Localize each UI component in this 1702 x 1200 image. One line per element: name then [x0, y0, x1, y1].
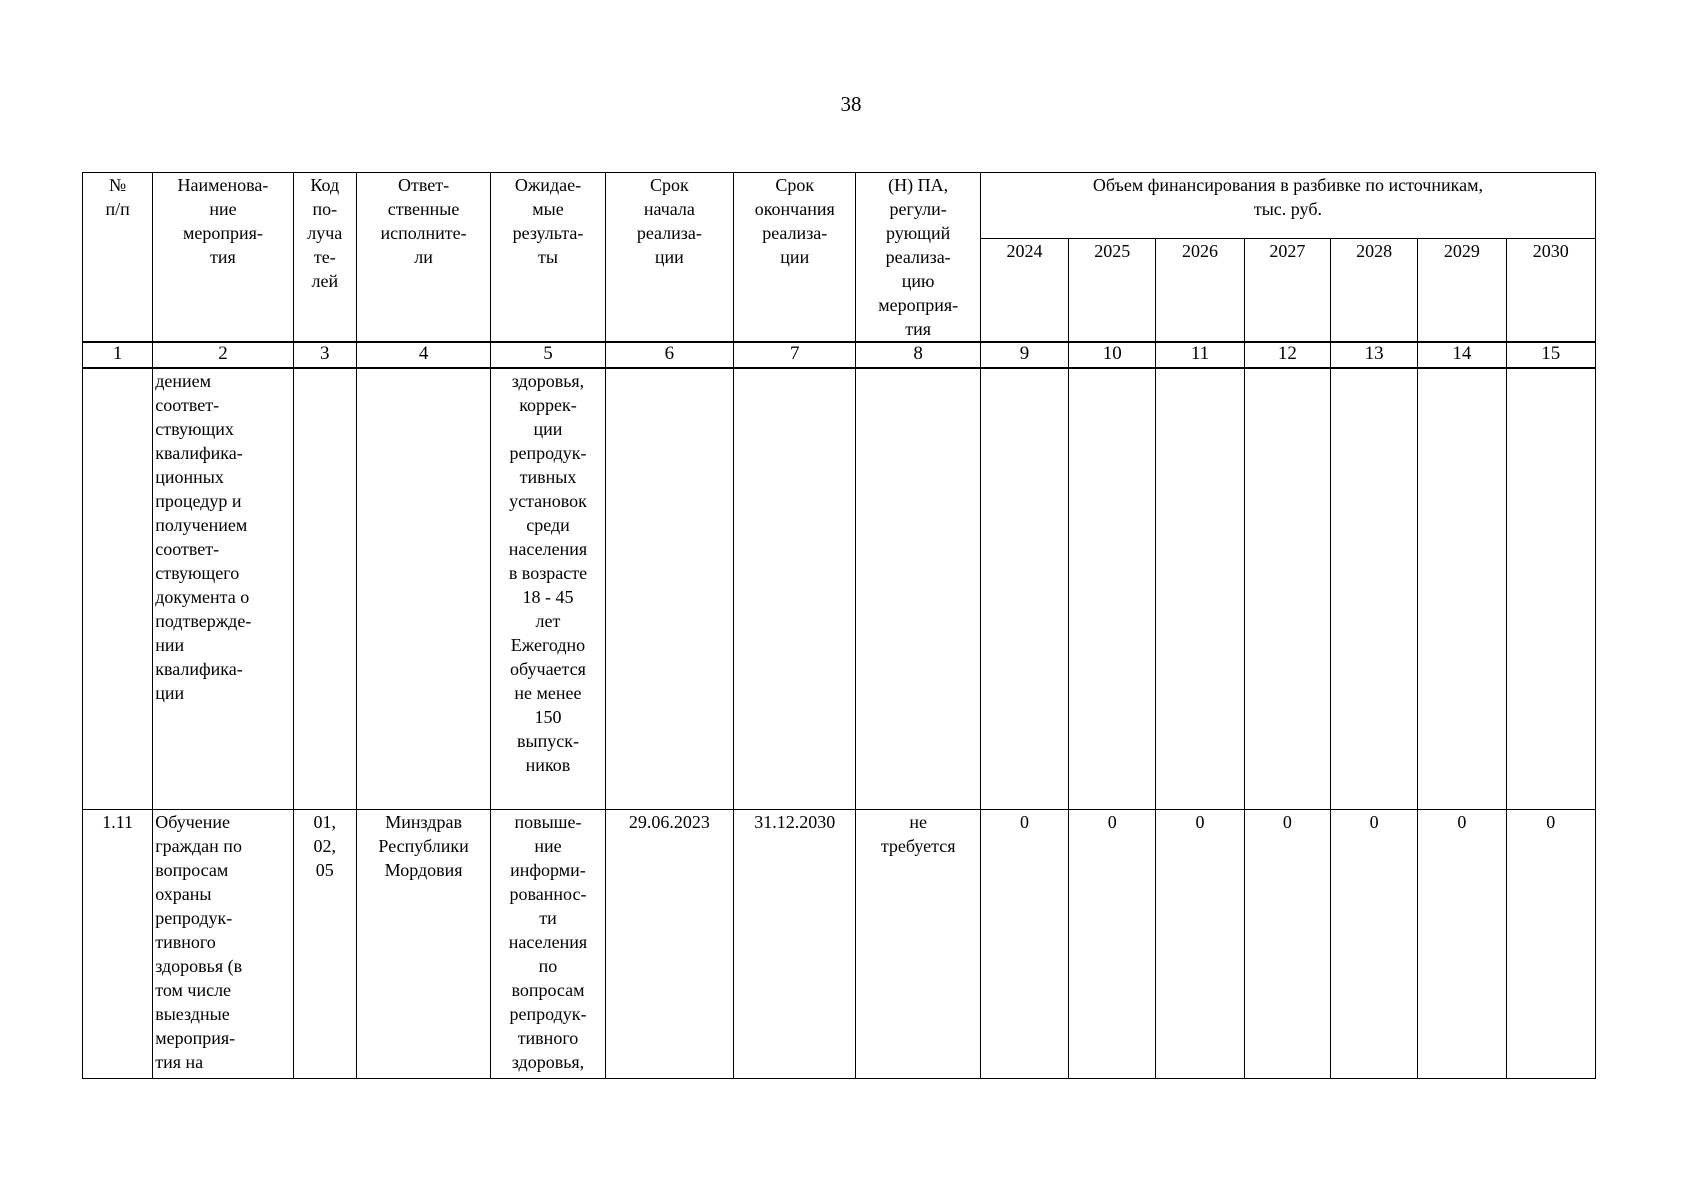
- activity-name: Обучение граждан по вопросам охраны репродук- тивного здоровья (в том числе выездные мероприя- тия на: [153, 810, 293, 1079]
- table-row: [83, 810, 1596, 1079]
- executors: [356, 368, 490, 810]
- end-date: [734, 368, 856, 810]
- column-number: 13: [1330, 342, 1417, 368]
- column-number: 8: [856, 342, 980, 368]
- header-regulation: (Н) ПА, регули- рующий реализа- цию мероприя- тия: [856, 173, 980, 343]
- column-number: 14: [1418, 342, 1506, 368]
- column-number: 9: [980, 342, 1068, 368]
- header-year: 2027: [1244, 239, 1330, 342]
- column-number: 11: [1156, 342, 1244, 368]
- column-number: 2: [153, 342, 293, 368]
- regulation: не требуется: [856, 810, 980, 1079]
- executors: Минздрав Республики Мордовия: [356, 810, 490, 1079]
- header-executors: Ответ- ственные исполните- ли: [356, 173, 490, 343]
- financing-value: [1156, 368, 1244, 810]
- column-number: 7: [734, 342, 856, 368]
- header-year: 2028: [1330, 239, 1417, 342]
- header-financing: Объем финансирования в разбивке по источникам, тыс. руб.: [980, 173, 1595, 239]
- financing-value: [1506, 368, 1595, 810]
- financing-value: [1330, 368, 1417, 810]
- header-start-date: Срок начала реализа- ции: [605, 173, 733, 343]
- financing-value: [1418, 368, 1506, 810]
- column-number: 10: [1069, 342, 1156, 368]
- table-row: [83, 368, 1596, 810]
- column-number: 6: [605, 342, 733, 368]
- financing-value: [1069, 368, 1156, 810]
- financing-value: [980, 368, 1068, 810]
- column-number: 1: [83, 342, 153, 368]
- financing-value: [1244, 368, 1330, 810]
- financing-value: 0: [1506, 810, 1595, 1079]
- recipient-codes: [293, 368, 356, 810]
- header-end-date: Срок окончания реализа- ции: [734, 173, 856, 343]
- financing-value: 0: [1330, 810, 1417, 1079]
- start-date: 29.06.2023: [605, 810, 733, 1079]
- row-number: 1.11: [83, 810, 153, 1079]
- end-date: 31.12.2030: [734, 810, 856, 1079]
- header-year: 2024: [980, 239, 1068, 342]
- column-number: 3: [293, 342, 356, 368]
- expected-results: повыше- ние информи- рованнос- ти населения по вопросам репродук- тивного здоровья,: [491, 810, 605, 1079]
- column-number: 12: [1244, 342, 1330, 368]
- regulation: [856, 368, 980, 810]
- financing-value: 0: [980, 810, 1068, 1079]
- column-number: 5: [491, 342, 605, 368]
- page-number: 38: [840, 92, 862, 116]
- financing-value: 0: [1069, 810, 1156, 1079]
- header-row: [83, 173, 1596, 239]
- header-recipient-code: Код по- луча те- лей: [293, 173, 356, 343]
- financing-value: 0: [1418, 810, 1506, 1079]
- header-number: № п/п: [83, 173, 153, 343]
- header-name: Наименова- ние мероприя- тия: [153, 173, 293, 343]
- header-year: 2030: [1506, 239, 1595, 342]
- column-numbers-row: [83, 342, 1596, 368]
- column-number: 4: [356, 342, 490, 368]
- row-number: [83, 368, 153, 810]
- financing-value: 0: [1156, 810, 1244, 1079]
- header-expected-results: Ожидае- мые результа- ты: [491, 173, 605, 343]
- header-year: 2026: [1156, 239, 1244, 342]
- activity-name: дением соответ- ствующих квалифика- ционных процедур и получением соответ- ствующего документа о подтвержде- нии квалифика- ции: [153, 368, 293, 810]
- expected-results: здоровья, коррек- ции репродук- тивных установок среди населения в возрасте 18 - 45 лет Ежегодно обучается не менее 150 выпуск- ников: [491, 368, 605, 810]
- activities-table: [82, 172, 1596, 1079]
- header-year: 2025: [1069, 239, 1156, 342]
- start-date: [605, 368, 733, 810]
- header-year: 2029: [1418, 239, 1506, 342]
- financing-value: 0: [1244, 810, 1330, 1079]
- column-number: 15: [1506, 342, 1595, 368]
- recipient-codes: 01, 02, 05: [293, 810, 356, 1079]
